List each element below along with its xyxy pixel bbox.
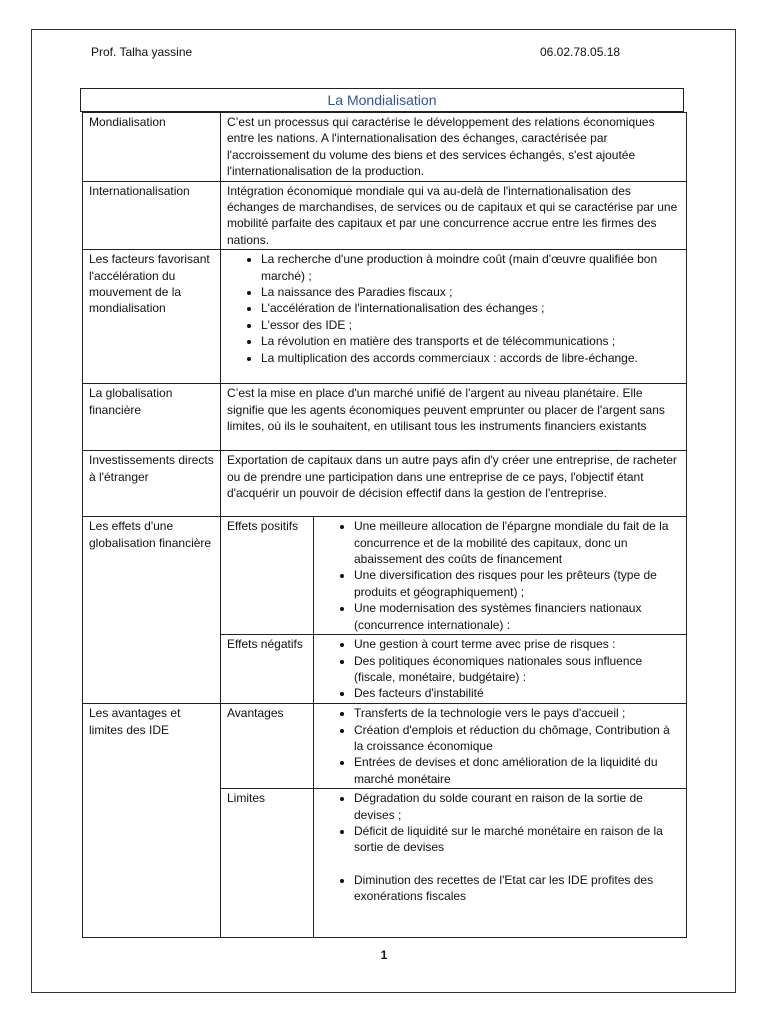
list-item: • La naissance des Paradies fiscaux ;: [261, 284, 680, 300]
list-item: • Des politiques économiques nationales sous influence (fiscale, monétaire, budgétaire) :: [354, 653, 680, 686]
definition-cell: Intégration économique mondiale qui va au-delà de l'internationalisation des échanges de marchandises, de services ou de capitaux et qui se caractérise par une mobilité parfaite des capitaux et par une concurrence accrue entre les firmes des nations.: [221, 181, 687, 250]
positive-effects-list: [320, 518, 680, 633]
list-item: • La multiplication des accords commerciaux : accords de libre-échange.: [261, 350, 680, 366]
table-row: [83, 181, 687, 250]
list-item: • Création d'emplois et réduction du chômage, Contribution à la croissance économique: [354, 722, 680, 755]
term-cell: Mondialisation: [83, 113, 221, 182]
list-item: • La recherche d'une production à moindre coût (main d'œuvre qualifiée bon marché) ;: [261, 251, 680, 284]
term-cell: Les effets d'une globalisation financière: [83, 517, 221, 704]
definition-cell: C’est un processus qui caractérise le développement des relations économiques entre les nations. A l'internationalisation des échanges, caractérisée par l'accroissement du volume des biens et des services échangés, s'est ajoutée l'internationalisation de la production.: [221, 113, 687, 182]
sub-label-cell: Limites: [221, 789, 314, 938]
definition-cell: Exportation de capitaux dans un autre pays afin d'y créer une entreprise, de racheter ou de prendre une participation dans une entreprise de ce pays, l'objectif étant d'acquérir un pouvoir de décision effectif dans la gestion de l'entreprise.: [221, 451, 687, 517]
list-cell: [314, 789, 687, 938]
list-item: • Transferts de la technologie vers le pays d'accueil ;: [354, 705, 680, 721]
author-name: Prof. Talha yassine: [91, 45, 193, 59]
page-number: 1: [380, 948, 388, 962]
list-item: • Entrées de devises et donc amélioration de la liquidité du marché monétaire: [354, 754, 680, 787]
list-item: • L'accélération de l'internationalisation des échanges ;: [261, 300, 680, 316]
factor-list: [227, 251, 680, 366]
term-cell: Internationalisation: [83, 181, 221, 250]
negative-effects-list: [320, 636, 680, 702]
list-item: • L'essor des IDE ;: [261, 317, 680, 333]
table-row: [83, 113, 687, 182]
list-cell: [314, 635, 687, 704]
list-cell: [314, 704, 687, 789]
term-cell: La globalisation financière: [83, 384, 221, 451]
list-cell: [314, 517, 687, 635]
table-row: [83, 704, 687, 789]
limits-list: [320, 790, 680, 904]
phone-number: 06.02.78.05.18: [540, 45, 621, 59]
list-item: • Une diversification des risques pour les prêteurs (type de produits et géographiquement) ;: [354, 567, 680, 600]
table-row: [83, 451, 687, 517]
advantages-list: [320, 705, 680, 787]
definition-cell: C’est la mise en place d'un marché unifié de l'argent au niveau planétaire. Elle signifie que les agents économiques peuvent emprunter ou placer de l'argent sans limites, où ils le souhaitent, en utilisant tous les instruments financiers existants: [221, 384, 687, 451]
term-cell: Investissements directs à l'étranger: [83, 451, 221, 517]
list-item: • Diminution des recettes de l'Etat car les IDE profites des exonérations fiscales: [354, 872, 680, 905]
document-title: La Mondialisation: [80, 88, 684, 112]
term-cell: Les avantages et limites des IDE: [83, 704, 221, 938]
list-item: • Une modernisation des systèmes financiers nationaux (concurrence internationale) :: [354, 600, 680, 633]
term-cell: Les facteurs favorisant l'accélération du mouvement de la mondialisation: [83, 250, 221, 384]
list-item: • Une meilleure allocation de l'épargne mondiale du fait de la concurrence et de la mobilité des capitaux, donc un abaissement des coûts de financement: [354, 518, 680, 567]
sub-label-cell: Avantages: [221, 704, 314, 789]
table-row: [83, 250, 687, 384]
concepts-table: [82, 112, 687, 938]
list-item: • Une gestion à court terme avec prise de risques :: [354, 636, 680, 652]
table-row: [83, 517, 687, 635]
list-cell: [221, 250, 687, 384]
sub-label-cell: Effets positifs: [221, 517, 314, 635]
sub-label-cell: Effets négatifs: [221, 635, 314, 704]
list-item: • La révolution en matière des transports et de télécommunications ;: [261, 333, 680, 349]
list-item: • Déficit de liquidité sur le marché monétaire en raison de la sortie de devises: [354, 823, 680, 856]
list-item: • Des facteurs d'instabilité: [354, 685, 680, 701]
table-row: [83, 384, 687, 451]
list-item: • Dégradation du solde courant en raison de la sortie de devises ;: [354, 790, 680, 823]
